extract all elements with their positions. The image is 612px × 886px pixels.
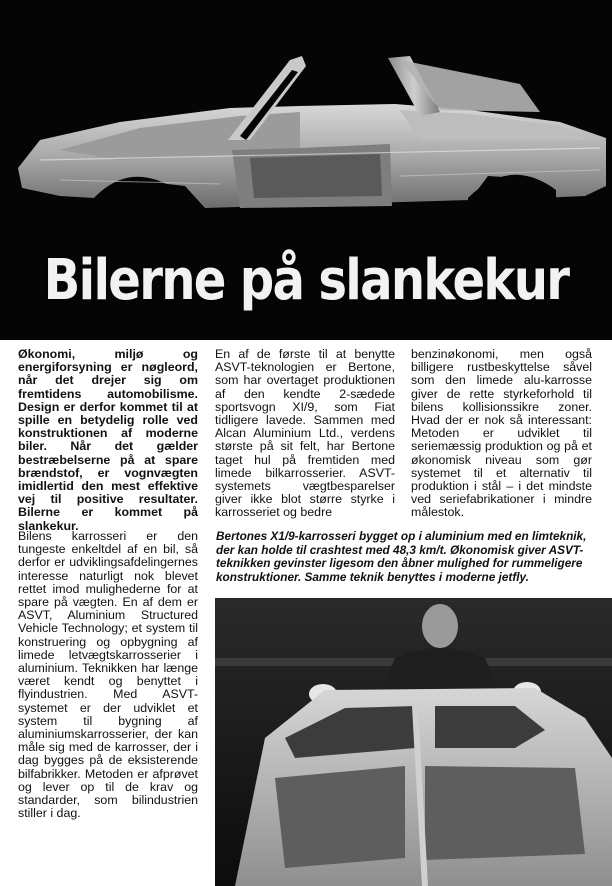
body-column-3: benzinøkonomi, men også billigere rustbeskyttelse såvel som den limede alu-karrosse giver de rette styrkeforhold til bilens kollisionssikre zoner. Hvad der er nok så interessant: Metoden er udviklet til seriemæssig produktion og på et økonomisk niveau som gør systemet til et alternativ til produktion i stål – i det mindste ved seriefabrikationer i mindre målestok. bbox=[411, 347, 592, 520]
car-body-photo bbox=[0, 0, 612, 340]
body-column-1: Bilens karrosseri er den tungeste enkeltdel af en bil, så derfor er udviklingsafdelingernes interesse naturligt nok blevet rettet imod mulighederne for at spare på vægten. En af dem er ASVT, Aluminium Structured Vehicle Technology; et system til konstruering og opbygning af limede letvægtskarrosserier i aluminium. Teknikken har længe været kendt og benyttet i flyindustrien. Med ASVT-systemet er der udviklet et system til bygning af aluminiumskarrosserier, der kan måle sig med de karrosser, der i dag bygges på de eksisterende bilfabrikker. Metoden er afprøvet og lever op til de krav og standarder, som bilindustrien stiller i dag. bbox=[18, 529, 198, 821]
worker-illustration bbox=[215, 598, 612, 886]
body-column-2: En af de første til at benytte ASVT-teknologien er Bertone, som har overtaget produktionen af den kendte 2-sædede sportsvogn XI/9, som Fiat tidligere lavede. Sammen med Alcan Aluminium Ltd., verdens største på sit felt, har Bertone taget hul på fremtiden med limede bilkarrosserier. ASVT-systemets vægtbesparelser giver ikke blot større styrke i karrosseriet og bedre bbox=[215, 347, 395, 520]
worker-photo bbox=[215, 598, 612, 886]
headline: Bilerne på slankekur bbox=[43, 248, 569, 313]
intro-paragraph: Økonomi, miljø og energiforsyning er nøgleord, når det drejer sig om fremtidens automobilisme. Design er derfor kommet til at spille en betydelig rolle ved konstruktionen af moderne biler. Når det gælder bestræbelserne på at spare brændstof, er vognvægten imidlertid den mest effektive vej til positive resultater. Bilerne er kommet på slankekur. bbox=[18, 347, 198, 533]
photo-caption: Bertones X1/9-karrosseri bygget op i aluminium med en limteknik, der kan holde til crashtest med 48,3 km/t. Økonomisk giver ASVT-teknikken gevinster ligesom den åbner mulighed for rummeligere konstruktioner. Samme teknik benyttes i moderne jetfly. bbox=[216, 529, 587, 584]
